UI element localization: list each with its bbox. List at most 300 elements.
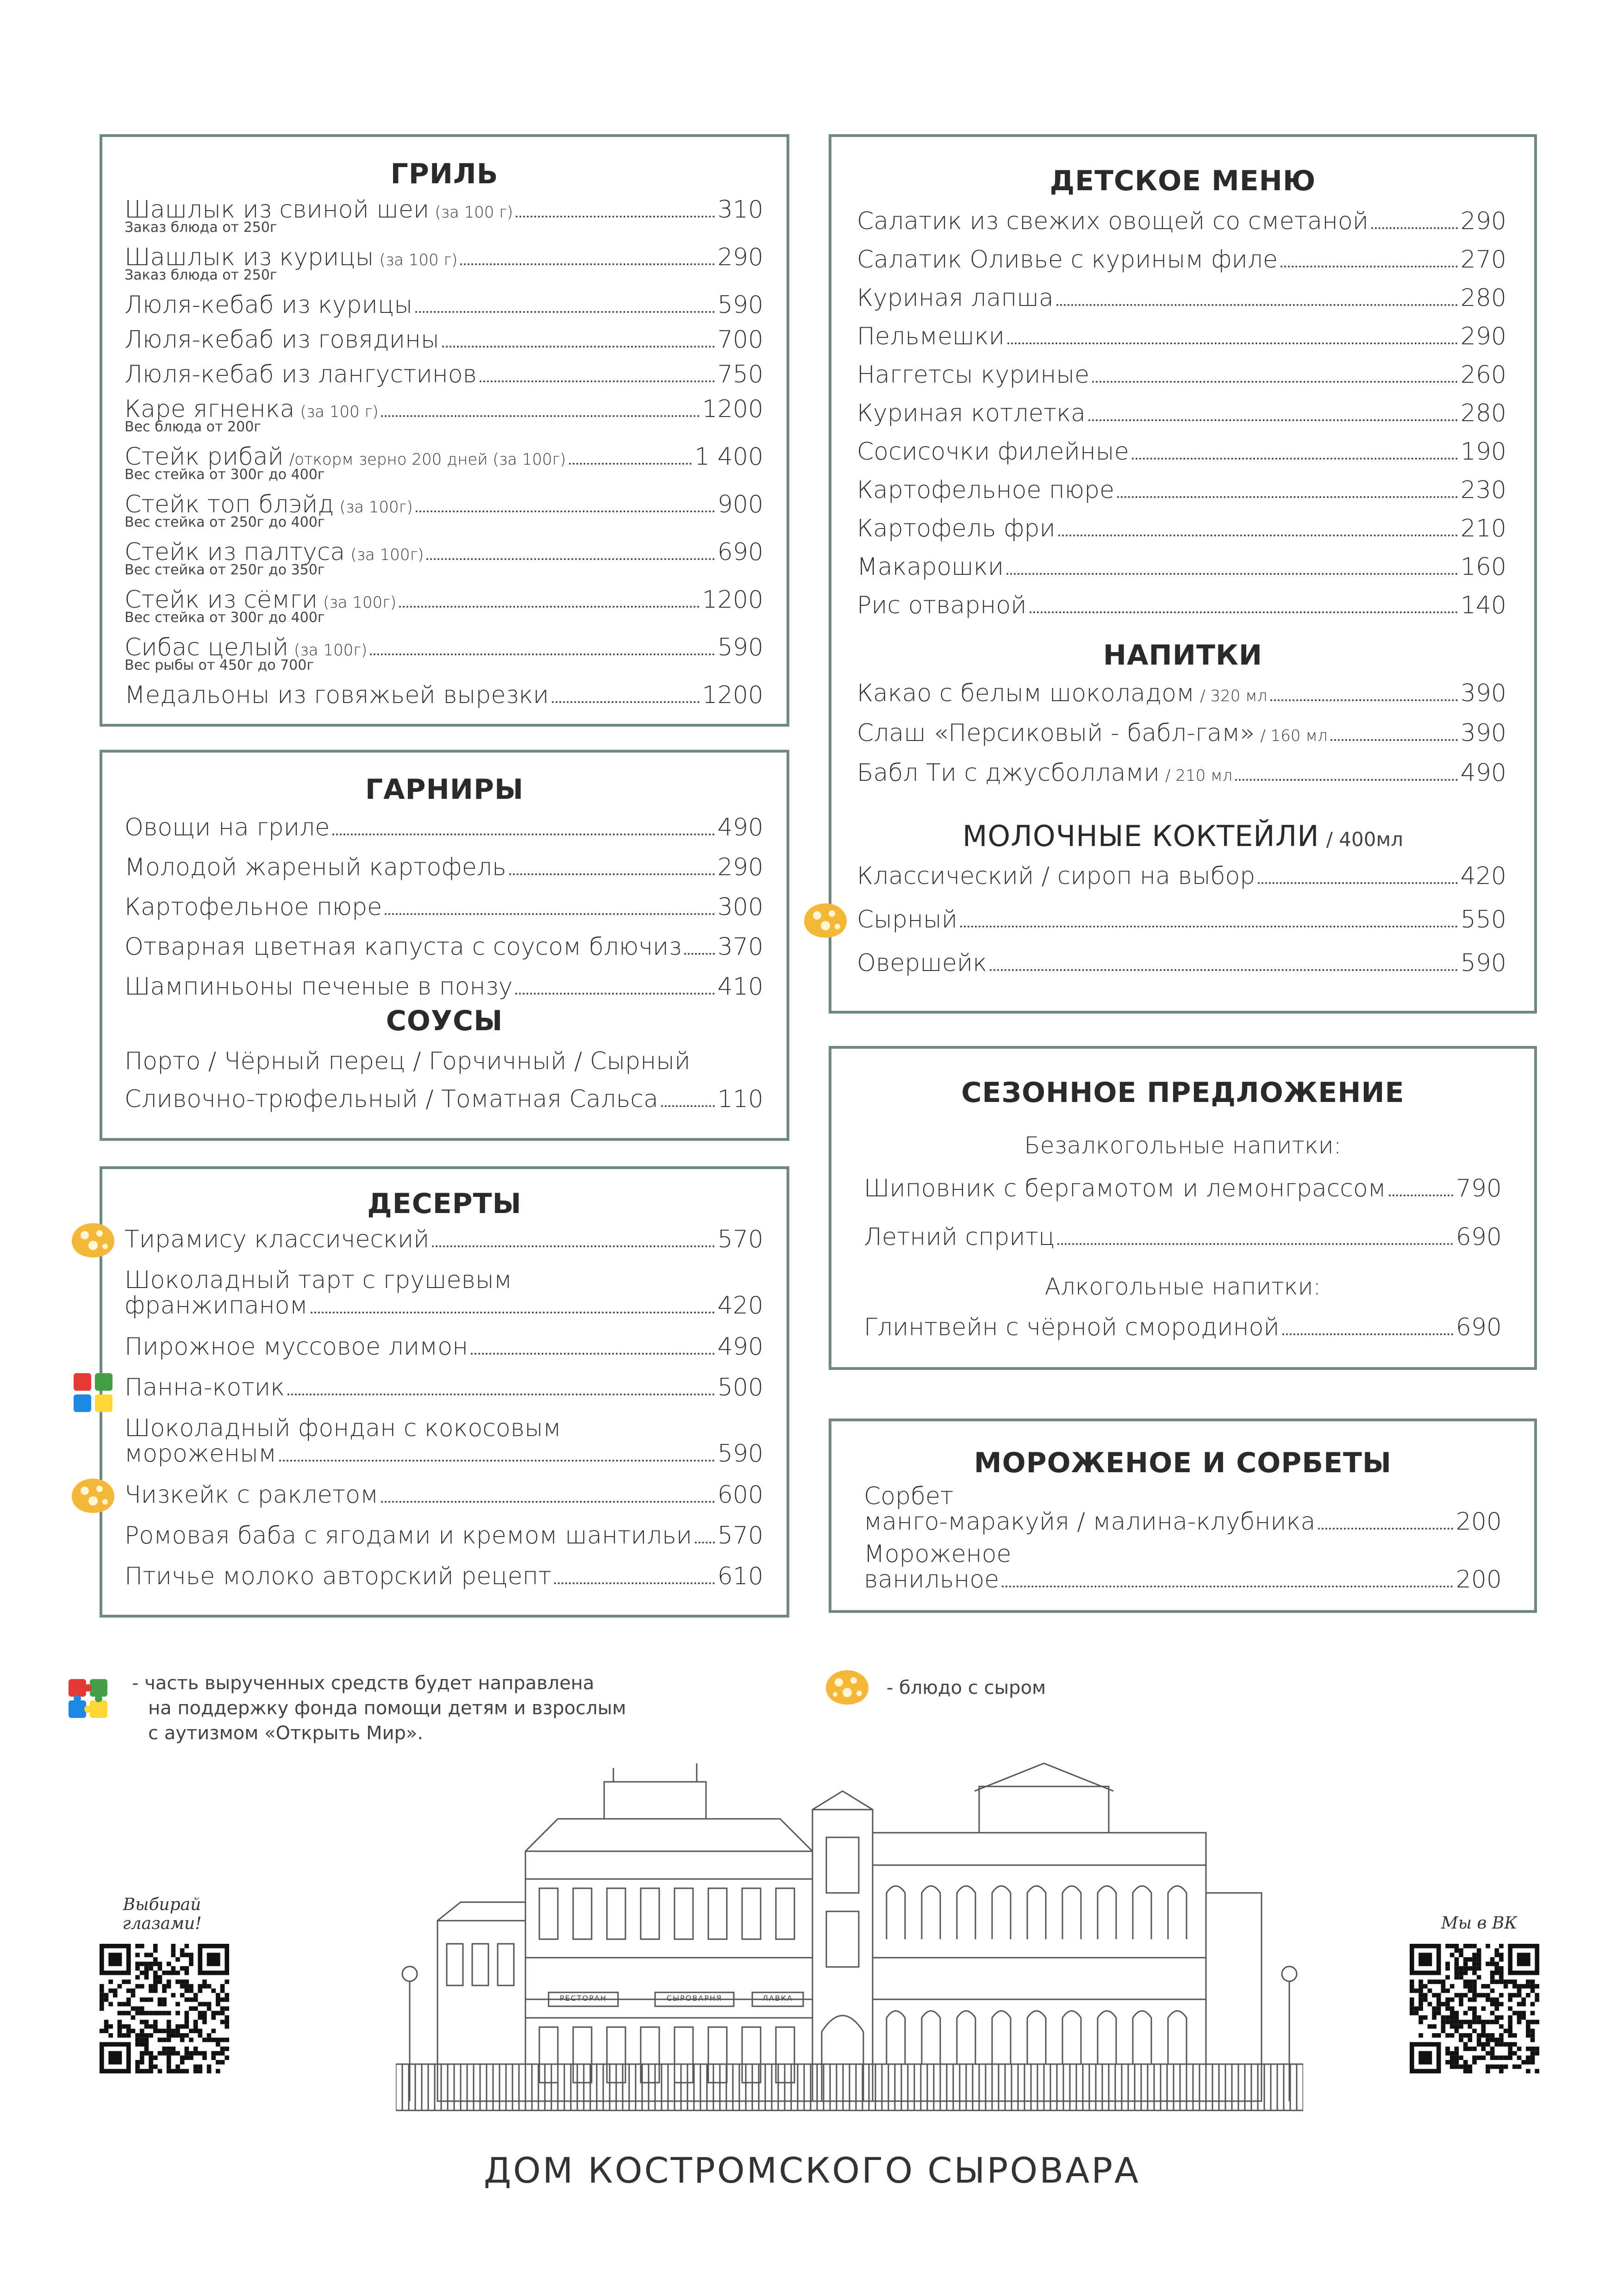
menu-item-row [125,895,763,920]
menu-item-row [125,635,763,660]
menu-item-name: Картофельное пюре [125,893,382,921]
menu-item [857,439,1506,465]
seasonal-title: СЕЗОННОЕ ПРЕДЛОЖЕНИЕ [961,1076,1405,1109]
menu-item-row [125,855,763,880]
menu-item-row [125,1482,763,1508]
menu-item-name: Картофельное пюре [857,476,1115,504]
menu-item-row [864,1509,1502,1535]
dot-leader [554,1582,715,1584]
menu-item-row [857,760,1506,786]
seasonal-section [829,1046,1537,1370]
dot-leader [416,510,715,512]
menu-item-price: 590 [1460,949,1506,977]
dot-leader [684,953,714,955]
menu-item-name: ванильное [864,1565,999,1593]
icecream-section [829,1419,1537,1613]
menu-item [864,1542,1502,1592]
menu-item [125,397,763,434]
menu-item-name: Картофель фри [857,515,1056,542]
menu-item-price: 280 [1460,284,1506,312]
menu-item [125,327,763,353]
menu-item-name: Летний спритц [864,1223,1055,1251]
menu-item [857,478,1506,503]
menu-item-price: 190 [1460,438,1506,466]
menu-item [125,1268,763,1318]
menu-item-name: Каре ягненка [125,395,295,423]
menu-item-row [857,516,1506,541]
menu-item [857,681,1506,706]
menu-item [125,292,763,318]
dot-leader [460,263,714,265]
menu-item-subnote: Заказ блюда от 250г [125,219,277,236]
building-illustration [396,1740,1303,2120]
dot-leader [471,1353,715,1355]
menu-item-row [857,907,1506,933]
menu-item-name: Шампиньоны печеные в понзу [125,973,513,1001]
menu-item-price: 140 [1460,591,1506,619]
dot-leader [311,1312,715,1313]
menu-item-subnote: Вес стейка от 250г до 400г [125,514,325,530]
menu-item-note: /откорм зерно 200 дней (за 100г) [289,450,566,469]
dot-leader [1088,419,1458,421]
menu-item-name: Ромовая баба с ягодами и кремом шантильи [125,1522,692,1549]
puzzle-icon [65,1675,111,1722]
dot-leader [1235,779,1457,781]
menu-item-name: Птичье молоко авторский рецепт [125,1562,552,1590]
menu-item-note: / 210 мл [1165,766,1233,785]
qr-right-label: Мы в ВК [1441,1914,1518,1933]
menu-item [125,934,763,960]
menu-item-name: Медальоны из говяжьей вырезки [125,681,549,709]
menu-item [857,721,1506,746]
menu-item-name: Стейк из сёмги [125,586,318,614]
garnish-section [100,750,789,1141]
menu-item-name: Люля-кебаб из говядины [125,326,439,354]
dot-leader [279,1460,715,1462]
dot-leader [287,1394,715,1395]
menu-item-row [864,1567,1502,1593]
milkshakes-volume: / 400мл [1326,828,1403,851]
menu-item [857,554,1506,580]
menu-item-row [125,245,763,270]
sauces-line-2 [125,1087,763,1112]
menu-item-note: (за 100 г) [300,403,379,421]
dot-leader [569,463,692,465]
menu-item-row [125,540,763,565]
menu-item-price: 260 [1460,361,1506,389]
menu-item [125,1416,763,1466]
menu-item-row [864,1315,1502,1340]
menu-item-row [857,401,1506,426]
desserts-section [100,1166,789,1618]
qr-code-vk[interactable] [1410,1944,1539,2073]
dot-leader [1132,458,1458,460]
menu-item [857,362,1506,388]
menu-item [857,760,1506,786]
menu-item-row [125,1334,763,1360]
menu-item-price: 1 400 [694,443,763,471]
qr-left-label-line-1: Выбирай [123,1895,201,1914]
menu-item-price: 290 [1460,207,1506,235]
menu-item [125,587,763,625]
menu-item-name: Люля-кебаб из лангустинов [125,361,477,388]
puzzle-legend-line-1: - часть вырученных средств будет направлена [132,1673,594,1694]
dot-leader [1389,1195,1453,1196]
sauces-line-2-text: Сливочно-трюфельный / Томатная Сальса [125,1085,658,1113]
menu-item-name: Шашлык из свиной шеи [125,196,430,224]
menu-item-name: Куриная лапша [857,284,1054,312]
menu-item [125,1375,763,1400]
menu-item-subnote: Заказ блюда от 250г [125,267,277,283]
menu-item-name: Молодой жареный картофель [125,853,506,881]
menu-item-price: 570 [717,1226,763,1253]
menu-item-subnote: Вес стейка от 250г до 350г [125,561,325,578]
menu-item [857,907,1506,933]
menu-item-price: 210 [1460,515,1506,542]
menu-item-price: 790 [1455,1175,1502,1202]
dot-leader [426,558,714,560]
menu-item [125,444,763,482]
menu-item-price: 370 [717,933,763,961]
menu-item [864,1484,1502,1534]
menu-item-price: 290 [1460,323,1506,350]
menu-item [125,895,763,920]
dot-leader [1280,266,1458,268]
menu-item-name: Салатик из свежих овощей со сметаной [857,207,1369,235]
puzzle-legend-line-3: с аутизмом «Открыть Мир». [148,1723,424,1744]
menu-item [857,593,1506,618]
menu-item [125,635,763,672]
menu-item-row [857,209,1506,234]
dot-leader [960,926,1458,927]
menu-item-name: Шашлык из курицы [125,243,374,271]
menu-item [857,247,1506,273]
menu-item-line-1: Сорбет [864,1482,954,1510]
dot-leader [1330,739,1458,741]
menu-item-name: Овощи на гриле [125,814,330,841]
menu-item-note: (за 100г) [350,546,424,564]
menu-item-price: 200 [1455,1565,1502,1593]
menu-item-line-1: Шоколадный фондан с кокосовым [125,1414,562,1442]
menu-item [125,683,763,708]
menu-item-price: 420 [717,1291,763,1319]
menu-item [857,286,1506,311]
menu-item [125,815,763,840]
menu-item-name: Овершейк [857,949,987,977]
sign-cheese: СЫРОВАРНЯ [666,1994,723,2003]
menu-item-name: Стейк рибай [125,443,284,471]
menu-item-row [857,362,1506,388]
dot-leader [1057,1243,1453,1245]
menu-item-name: Наггетсы куриные [857,361,1090,389]
menu-item-price: 160 [1460,553,1506,581]
dot-leader [399,606,700,608]
menu-item-price: 700 [717,326,763,354]
menu-item [125,1334,763,1360]
desserts-title: ДЕСЕРТЫ [367,1188,522,1220]
menu-item-name: Стейк топ блэйд [125,491,334,518]
menu-item-price: 420 [1460,862,1506,890]
menu-item-price: 290 [717,853,763,881]
menu-item-subnote: Вес стейка от 300г до 400г [125,609,325,626]
menu-item-row [857,286,1506,311]
sign-restaurant: РЕСТОРАН [560,1994,607,2003]
menu-item-row [857,681,1506,706]
menu-item [125,245,763,282]
menu-item [857,951,1506,976]
cheese-icon [802,902,849,940]
menu-item-price: 690 [1455,1313,1502,1341]
menu-item-name: Слаш «Персиковый - бабл-гам» [857,719,1255,747]
dot-leader [381,1501,715,1503]
menu-item-row [125,292,763,318]
menu-item-row [125,815,763,840]
sauces-price: 110 [717,1085,763,1113]
dot-leader [442,346,715,348]
dot-leader [509,873,715,875]
dot-leader [695,1542,715,1543]
menu-item-note: (за 100г) [323,593,397,612]
kids-title: ДЕТСКОЕ МЕНЮ [1049,165,1316,197]
dot-leader [385,913,715,915]
menu-item-name: Сосисочки филейные [857,438,1129,466]
dot-leader [381,415,699,417]
menu-item-name: Глинтвейн с чёрной смородиной [864,1313,1280,1341]
menu-item-name: Люля-кебаб из курицы [125,291,412,319]
menu-item-price: 1200 [702,395,763,423]
menu-item-row [125,327,763,353]
menu-item-row [864,1176,1502,1201]
menu-item-price: 1200 [702,681,763,709]
dot-leader [515,993,714,995]
menu-item-name: мороженым [125,1439,277,1468]
menu-item-row [857,864,1506,889]
cheese-legend: - блюдо с сыром [887,1677,1046,1699]
dot-leader [661,1105,715,1107]
menu-item-note: (за 100г) [294,641,368,660]
menu-item-name: Бабл Ти с джусболлами [857,759,1160,787]
menu-item-note: (за 100г) [339,498,413,516]
cheese-icon [70,1477,116,1515]
sauces-title: СОУСЫ [386,1005,503,1037]
qr-left-label [93,1895,231,1933]
milkshakes-title: МОЛОЧНЫЕ КОКТЕЙЛИ [962,819,1319,853]
menu-item-name: Шиповник с бергамотом и лемонграссом [864,1175,1386,1202]
menu-item-row [864,1225,1502,1250]
menu-item-price: 300 [717,893,763,921]
sauces-line-1-text: Порто / Чёрный перец / Горчичный / Сырный [125,1047,691,1075]
menu-item-row [125,1375,763,1400]
menu-item-price: 690 [717,538,763,566]
qr-left-label-line-2: глазами! [122,1914,202,1933]
menu-item-price: 390 [1460,719,1506,747]
menu-item [857,209,1506,234]
menu-item-price: 230 [1460,476,1506,504]
menu-item-row [857,247,1506,273]
menu-item [864,1225,1502,1250]
dot-leader [480,380,715,382]
menu-item-row [125,362,763,387]
menu-item-name: Сырный [857,906,958,933]
puzzle-legend-line-2: на поддержку фонда помощи детям и взрослым [148,1698,626,1719]
menu-item-name: Куриная котлетка [857,399,1086,427]
menu-item-row [857,478,1506,503]
menu-item-price: 610 [717,1562,763,1590]
menu-item-price: 280 [1460,399,1506,427]
menu-item [125,1523,763,1549]
menu-item-subnote: Вес стейка от 300г до 400г [125,466,325,483]
menu-item-subnote: Вес блюда от 200г [125,418,262,435]
cheese-icon [70,1221,116,1259]
menu-item [857,516,1506,541]
dot-leader [1258,882,1457,884]
menu-item-price: 290 [717,243,763,271]
menu-item-row [125,197,763,223]
menu-item-price: 590 [717,634,763,661]
menu-item-note: (за 100 г) [379,251,458,269]
menu-item-line-1: Мороженое [864,1540,1012,1568]
dot-leader [1007,342,1458,344]
menu-item [125,197,763,235]
dot-leader [552,701,700,703]
dot-leader [1002,1586,1453,1587]
dot-leader [1030,611,1458,613]
menu-item-note: / 160 мл [1260,727,1328,745]
dot-leader [1371,227,1458,229]
menu-item-name: Отварная цветная капуста с соусом блючиз [125,933,682,961]
dot-leader [1117,496,1458,498]
menu-item-price: 550 [1460,906,1506,933]
dot-leader [1282,1333,1453,1335]
menu-item-name: Макарошки [857,553,1004,581]
menu-item-note: / 320 мл [1200,687,1268,705]
menu-item-price: 500 [717,1374,763,1401]
menu-item-name: Пельмешки [857,323,1005,350]
menu-item-row [857,554,1506,580]
menu-item-price: 200 [1455,1507,1502,1536]
milkshakes-header [831,819,1534,853]
menu-item-price: 690 [1455,1223,1502,1251]
puzzle-icon [70,1369,116,1416]
menu-item-subnote: Вес рыбы от 450г до 700г [125,657,314,673]
dot-leader [1058,535,1458,536]
menu-item-name: Какао с белым шоколадом [857,679,1195,707]
menu-item [857,864,1506,889]
menu-item [857,324,1506,349]
qr-code-menu[interactable] [100,1944,229,2073]
menu-item-note: (за 100 г) [435,203,513,222]
menu-item-price: 310 [717,196,763,224]
menu-item-row [857,593,1506,618]
menu-item-name: Классический / сироп на выбор [857,862,1255,890]
dot-leader [432,1245,714,1247]
menu-item-price: 590 [717,291,763,319]
menu-item-name: Салатик Оливье с куриным филе [857,246,1278,274]
drinks-title: НАПИТКИ [1103,639,1263,672]
menu-item [125,974,763,1000]
menu-item-row [125,397,763,422]
menu-item-price: 600 [717,1481,763,1509]
dot-leader [1006,573,1458,575]
menu-item-row [125,444,763,470]
menu-item [864,1315,1502,1340]
menu-item-row [125,1227,763,1252]
soft-drinks-label: Безалкогольные напитки: [1024,1132,1342,1159]
menu-item-name: франжипаном [125,1291,308,1319]
sauces-line-1 [125,1049,763,1074]
dot-leader [990,969,1458,971]
menu-item-row [857,951,1506,976]
menu-item-name: Панна-котик [125,1374,285,1401]
menu-item [864,1176,1502,1201]
menu-item-price: 490 [1460,759,1506,787]
menu-item-row [125,1523,763,1549]
garnish-title: ГАРНИРЫ [365,773,524,806]
menu-item-row [857,439,1506,465]
brand-name: ДОМ КОСТРОМСКОГО СЫРОВАРА [483,2150,1141,2191]
menu-item [125,540,763,577]
menu-item-price: 750 [717,361,763,388]
menu-item-price: 1200 [702,586,763,614]
menu-item-price: 590 [717,1439,763,1468]
icecream-title: МОРОЖЕНОЕ И СОРБЕТЫ [974,1447,1392,1479]
menu-item-row [125,974,763,1000]
menu-item-row [125,587,763,613]
menu-item-row [857,324,1506,349]
menu-item [125,1482,763,1508]
menu-item-name: Сибас целый [125,634,289,661]
alc-drinks-label: Алкогольные напитки: [1044,1273,1321,1300]
menu-item-price: 570 [717,1522,763,1549]
menu-item [125,855,763,880]
menu-item-row [125,492,763,517]
cheese-icon [824,1668,870,1706]
menu-item-price: 390 [1460,679,1506,707]
menu-item-price: 490 [717,1333,763,1361]
menu-item-name: Стейк из палтуса [125,538,345,566]
menu-item-name: Чизкейк с раклетом [125,1481,379,1509]
menu-item-price: 900 [717,491,763,518]
dot-leader [516,216,715,218]
menu-item [125,492,763,529]
menu-item-row [857,721,1506,746]
puzzle-legend [132,1671,626,1746]
menu-item-row [125,1441,763,1467]
menu-item-price: 270 [1460,246,1506,274]
menu-item [125,1564,763,1589]
kids-section [829,134,1537,1014]
dot-leader [1318,1528,1453,1530]
dot-leader [1270,699,1458,701]
menu-item [857,401,1506,426]
grill-title: ГРИЛЬ [390,158,499,190]
menu-item-name: Рис отварной [857,591,1027,619]
menu-item-name: Тирамису классический [125,1226,430,1253]
menu-item-name: Пирожное муссовое лимон [125,1333,468,1361]
dot-leader [415,311,715,313]
menu-item [125,1227,763,1252]
menu-item-line-1: Шоколадный тарт с грушевым [125,1266,512,1294]
dot-leader [370,653,715,655]
dot-leader [332,834,715,835]
grill-section [100,134,789,727]
menu-item-price: 410 [717,973,763,1001]
menu-item-row [125,934,763,960]
menu-item [125,362,763,387]
menu-item-row [125,683,763,708]
menu-item-price: 490 [717,814,763,841]
menu-item-row [125,1293,763,1319]
